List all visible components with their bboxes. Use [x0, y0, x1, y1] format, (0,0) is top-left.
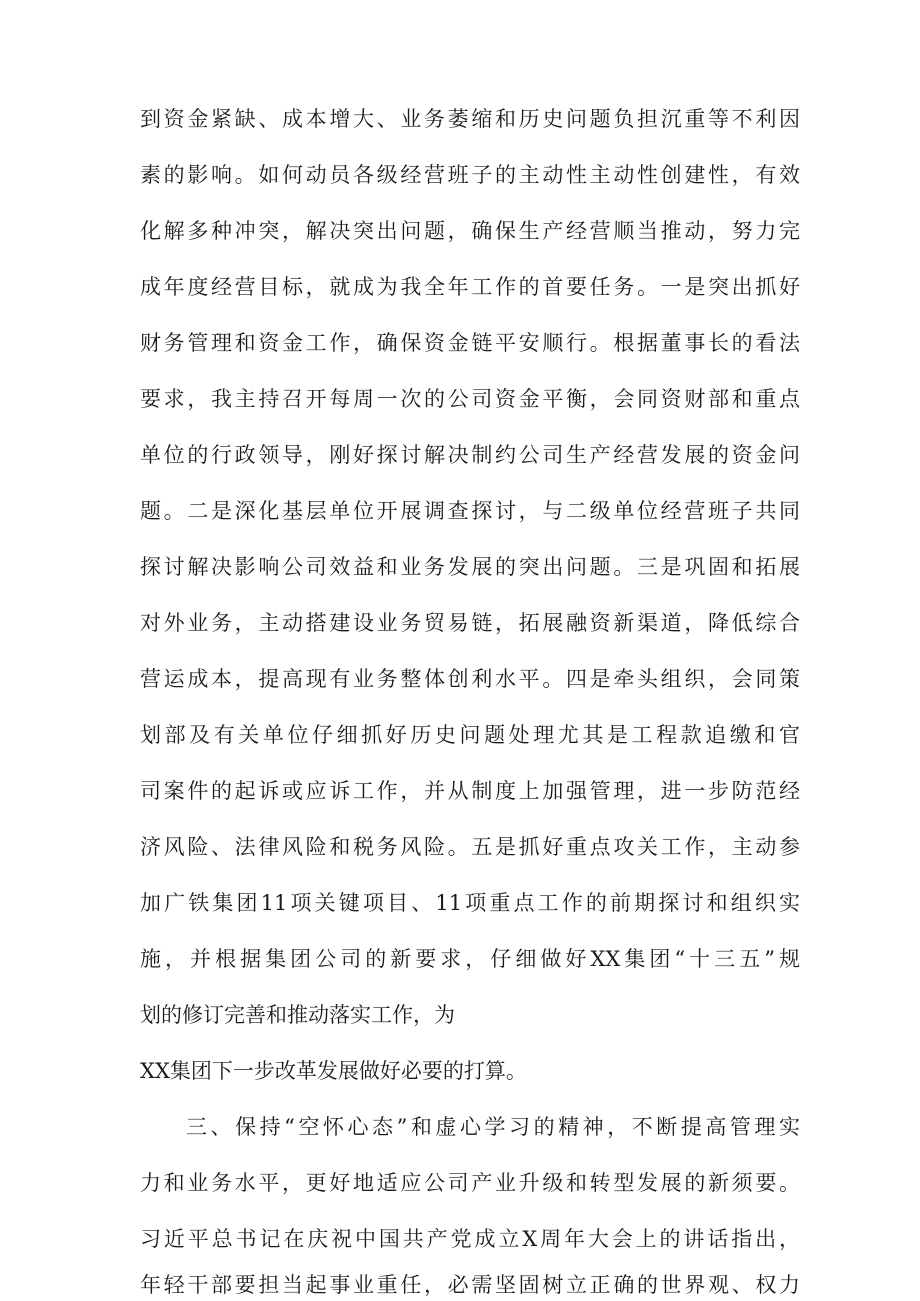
- text-line: 司案件的起诉或应诉工作，并从制度上加强管理，进一步防范经: [140, 779, 800, 803]
- text-line: 济风险、法律风险和税务风险。五是抓好重点攻关工作，主动参: [140, 835, 800, 859]
- text-line: 习近平总书记在庆祝中国共产党成立X周年大会上的讲话指出，: [140, 1227, 800, 1251]
- paragraph-heading-line: 三、保持“空怀心态”和虚心学习的精神，不断提高管理实: [186, 1115, 800, 1139]
- text-line: 探讨解决影响公司效益和业务发展的突出问题。三是巩固和拓展: [140, 555, 800, 579]
- text-line: 施，并根据集团公司的新要求，仔细做好XX集团“十三五”规: [140, 947, 800, 971]
- text-line: 单位的行政领导，刚好探讨解决制约公司生产经营发展的资金问: [140, 443, 800, 467]
- text-line: 要求，我主持召开每周一次的公司资金平衡，会同资财部和重点: [140, 387, 800, 411]
- text-line: 划部及有关单位仔细抓好历史问题处理尤其是工程款追缴和官: [140, 723, 800, 747]
- text-line: 营运成本，提高现有业务整体创利水平。四是牵头组织，会同策: [140, 667, 800, 691]
- text-line: 到资金紧缺、成本增大、业务萎缩和历史问题负担沉重等不利因: [140, 107, 800, 131]
- text-line: 年轻干部要担当起事业重任，必需坚固树立正确的世界观、权力: [140, 1273, 800, 1297]
- text-line: 化解多种冲突，解决突出问题，确保生产经营顺当推动，努力完: [140, 219, 800, 243]
- text-line: 对外业务，主动搭建设业务贸易链，拓展融资新渠道，降低综合: [140, 611, 800, 635]
- text-line: 力和业务水平，更好地适应公司产业升级和转型发展的新须要。: [140, 1171, 800, 1195]
- text-line: 加广铁集团11项关键项目、11项重点工作的前期探讨和组织实: [140, 891, 800, 915]
- text-line: 成年度经营目标，就成为我全年工作的首要任务。一是突出抓好: [140, 275, 800, 299]
- text-line: 素的影响。如何动员各级经营班子的主动性主动性创建性，有效: [140, 163, 800, 187]
- text-line: 划的修订完善和推动落实工作，为: [140, 1003, 455, 1027]
- text-line: XX集团下一步改革发展做好必要的打算。: [140, 1059, 527, 1083]
- text-line: 财务管理和资金工作，确保资金链平安顺行。根据董事长的看法: [140, 331, 800, 355]
- text-line: 题。二是深化基层单位开展调查探讨，与二级单位经营班子共同: [140, 499, 800, 523]
